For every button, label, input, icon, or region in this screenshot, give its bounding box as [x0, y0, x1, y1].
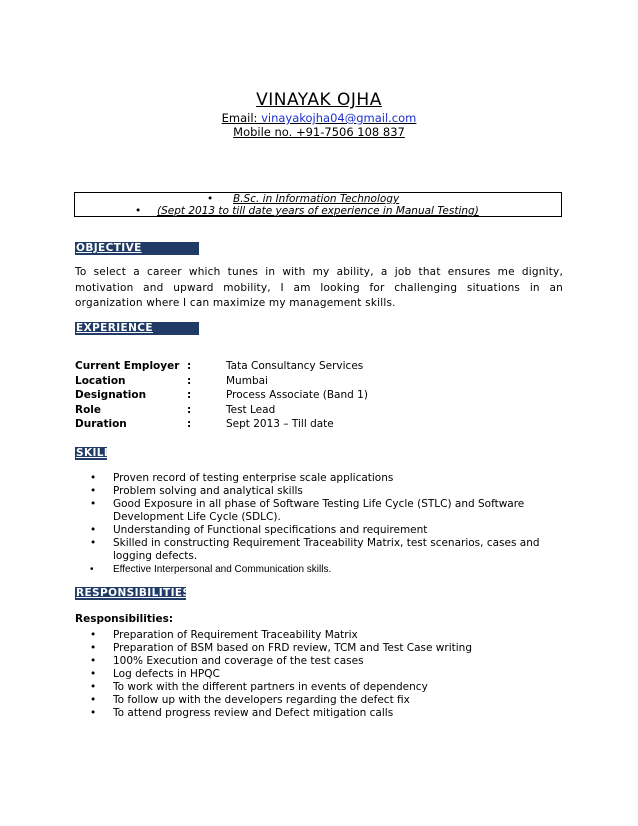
list-item: • To attend progress review and Defect mitigation calls: [89, 707, 559, 720]
responsibilities-subheading: Responsibilities:: [75, 613, 174, 625]
experience-label: Role: [75, 404, 102, 416]
qualification-item: [207, 193, 400, 205]
mobile-number: Mobile no. +91-7506 108 837: [233, 125, 405, 139]
qualifications-box: [74, 192, 562, 217]
list-item: • Preparation of Requirement Traceability Matrix: [89, 629, 559, 642]
list-item: • Proven record of testing enterprise scale applications: [89, 472, 559, 485]
candidate-name: VINAYAK OJHA: [256, 90, 382, 110]
list-item: • 100% Execution and coverage of the test cases: [89, 655, 559, 668]
responsibilities-list: [89, 629, 559, 720]
list-item: • Log defects in HPQC: [89, 668, 559, 681]
responsibilities-heading: RESPONSIBILITIES: [76, 587, 191, 599]
bullet-icon: •: [207, 193, 214, 205]
skill-heading: SKILL: [76, 447, 111, 459]
experience-row: [75, 359, 565, 373]
separator: :: [187, 375, 192, 387]
objective-heading: OBJECTIVE: [75, 242, 199, 255]
list-item: • To work with the different partners in events of dependency: [89, 681, 559, 694]
experience-row: [75, 388, 565, 402]
separator: :: [187, 389, 192, 401]
experience-label: Duration: [75, 418, 127, 430]
qualification-degree: B.Sc. in Information Technology: [233, 193, 400, 205]
qualification-experience: (Sept 2013 to till date years of experience in Manual Testing): [157, 205, 479, 217]
experience-row: [75, 417, 565, 431]
list-item: • Effective Interpersonal and Communication skills.: [89, 563, 559, 576]
list-item: • Good Exposure in all phase of Software Testing Life Cycle (STLC) and Software Development Life Cycle (SDLC).: [89, 498, 559, 524]
separator: :: [187, 404, 192, 416]
experience-value: Process Associate (Band 1): [226, 389, 368, 401]
list-item: • Problem solving and analytical skills: [89, 485, 559, 498]
qualification-item: [135, 205, 479, 217]
objective-text: To select a career which tunes in with my ability, a job that ensures me dignity, motivation and upward mobility, I am looking for challenging situations in an organization where I can maximize my management skills.: [75, 266, 563, 309]
list-item: • Preparation of BSM based on FRD review, TCM and Test Case writing: [89, 642, 559, 655]
experience-row: [75, 374, 565, 388]
separator: :: [187, 360, 192, 372]
experience-label: Current Employer: [75, 360, 180, 372]
email-link[interactable]: vinayakojha04@gmail.com: [261, 111, 417, 125]
bullet-icon: •: [135, 205, 142, 217]
experience-heading: EXPERIENCE: [75, 322, 199, 335]
list-item: • To follow up with the developers regarding the defect fix: [89, 694, 559, 707]
list-item: • Understanding of Functional specifications and requirement: [89, 524, 559, 537]
email-label: Email:: [221, 111, 262, 125]
list-item: • Skilled in constructing Requirement Traceability Matrix, test scenarios, cases and logging defects.: [89, 537, 559, 563]
experience-row: [75, 403, 565, 417]
experience-value: Mumbai: [226, 375, 268, 387]
experience-value: Test Lead: [226, 404, 276, 416]
skill-list: [89, 472, 559, 576]
experience-label: Location: [75, 375, 126, 387]
experience-label: Designation: [75, 389, 147, 401]
experience-value: Tata Consultancy Services: [226, 360, 364, 372]
experience-value: Sept 2013 – Till date: [226, 418, 334, 430]
separator: :: [187, 418, 192, 430]
email-line: [0, 111, 638, 125]
